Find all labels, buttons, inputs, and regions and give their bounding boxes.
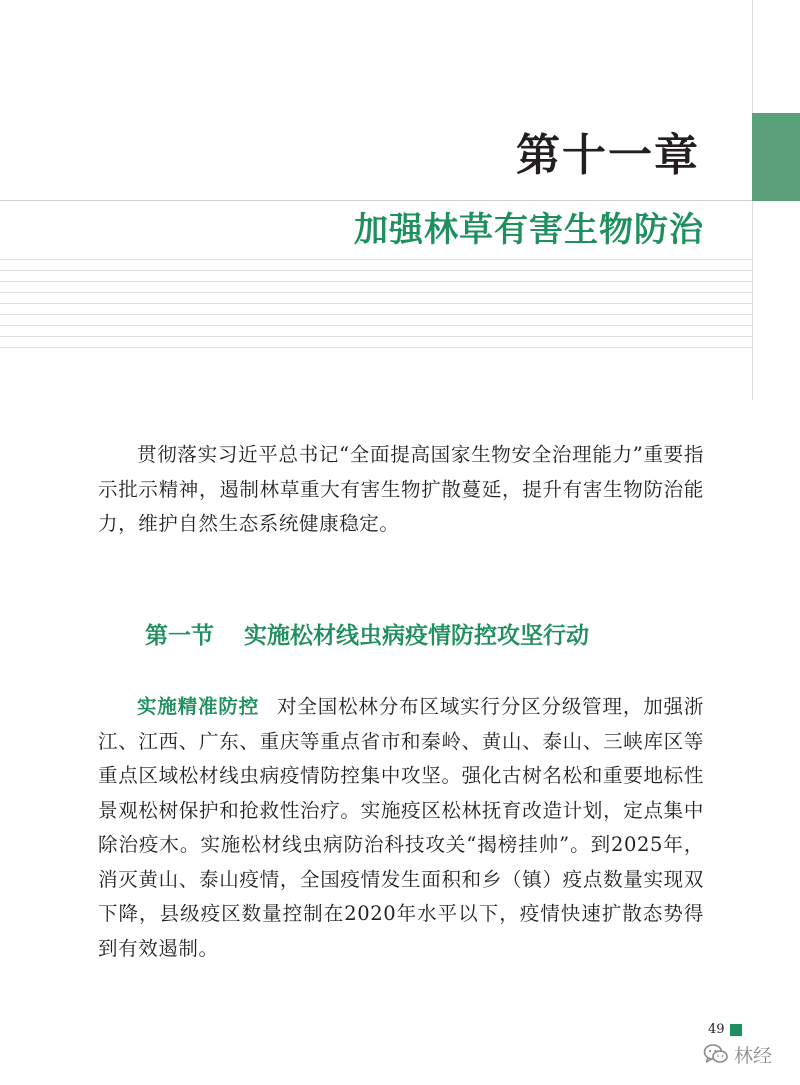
watermark bbox=[703, 1041, 772, 1067]
section-heading bbox=[145, 618, 589, 654]
wechat-icon bbox=[703, 1043, 729, 1065]
section-number: 第一节 bbox=[145, 623, 214, 649]
intro-paragraph: 贯彻落实习近平总书记“全面提高国家生物安全治理能力”重要指示批示精神，遏制林草重大有害生物扩散蔓延，提升有害生物防治能力，维护自然生态系统健康稳定。 bbox=[98, 443, 704, 535]
chapter-tab-marker bbox=[752, 113, 800, 201]
paragraph-text: 对全国松林分布区域实行分区分级管理，加强浙江、江西、广东、重庆等重点省市和秦岭、黄山、泰山、三峡库区等重点区域松材线虫病疫情防控集中攻坚。强化古树名松和重要地标性景观松树保护和抢救性治疗。实施疫区松林抚育改造计划，定点集中除治疫木。实施松材线虫病防治科技攻关“揭榜挂帅”。到2025年，消灭黄山、泰山疫情，全国疫情发生面积和乡（镇）疫点数量实现双下降，县级疫区数量控制在2020年水平以下，疫情快速扩散态势得到有效遏制。 bbox=[98, 695, 704, 960]
page-number: 49 bbox=[708, 1022, 725, 1037]
chapter-number: 第十一章 bbox=[516, 130, 700, 181]
watermark-text: 林经 bbox=[734, 1044, 773, 1067]
decorative-line-stack bbox=[0, 259, 752, 351]
section-title: 实施松材线虫病疫情防控攻坚行动 bbox=[244, 623, 589, 649]
header-rule bbox=[0, 200, 752, 201]
chapter-title: 加强林草有害生物防治 bbox=[354, 210, 704, 250]
paragraph-lead-term: 实施精准防控 bbox=[137, 695, 260, 718]
page-number-marker bbox=[730, 1024, 742, 1036]
body-paragraph bbox=[98, 690, 704, 966]
